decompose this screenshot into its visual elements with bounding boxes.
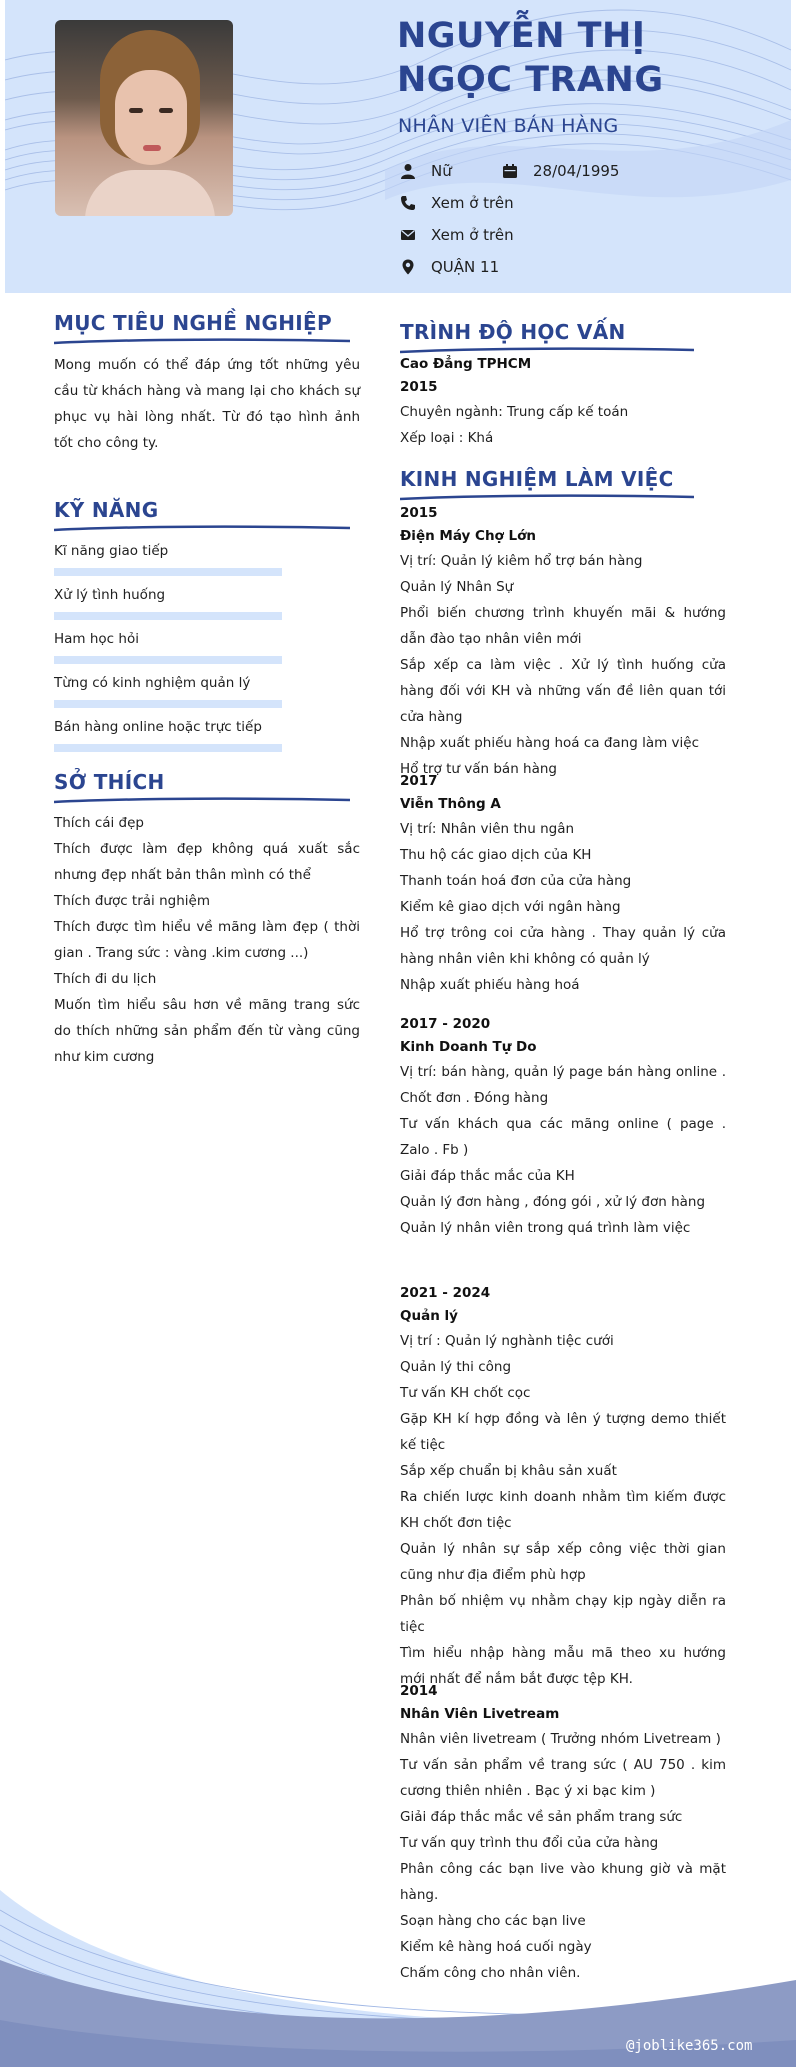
hobby-item: Thích đi du lịch — [54, 971, 157, 987]
experience-heading-block — [400, 467, 674, 491]
skill-item — [54, 673, 284, 708]
skill-bar — [54, 612, 282, 620]
hobby-item: Thích được tìm hiểu về mãng làm đẹp ( thời gian . Trang sức : vàng .kim cương ...) — [54, 919, 360, 961]
job-period: 2014 — [400, 1683, 438, 1699]
skill-label: Ham học hỏi — [54, 631, 139, 647]
heading-underline — [54, 796, 350, 806]
profile-photo — [55, 20, 233, 216]
education-heading: TRÌNH ĐỘ HỌC VẤN — [400, 320, 626, 344]
job-line: Hổ trợ trông coi cửa hàng . Thay quản lý cửa hàng nhân viên khi không có quản lý — [400, 925, 726, 967]
skill-label: Từng có kinh nghiệm quản lý — [54, 675, 251, 691]
skill-item — [54, 541, 284, 576]
school-name: Cao Đẳng TPHCM — [400, 356, 532, 372]
gender-value: Nữ — [431, 162, 452, 180]
candidate-name: NGUYỄN THỊ NGỌC TRANG — [397, 16, 664, 100]
job-line: Phân bố nhiệm vụ nhằm chạy kịp ngày diễn ra tiệc — [400, 1593, 726, 1635]
brand-watermark: @joblike365.com — [626, 2038, 753, 2054]
skills-heading-block — [54, 498, 158, 522]
job-line: Sắp xếp chuẩn bị khâu sản xuất — [400, 1463, 617, 1479]
job-line: Nhân viên livetream ( Trưởng nhóm Livetream ) — [400, 1731, 721, 1747]
experience-heading: KINH NGHIỆM LÀM VIỆC — [400, 467, 674, 491]
job-line: Soạn hàng cho các bạn live — [400, 1913, 586, 1929]
objective-text: Mong muốn có thể đáp ứng tốt những yêu cầu từ khách hàng và mang lại cho khách sự phục vụ hài lòng nhất. Từ đó tạo hình ảnh tốt cho công ty. — [54, 357, 360, 451]
skill-bar — [54, 700, 282, 708]
job-line: Quản lý nhân sự sắp xếp công việc thời gian cũng như địa điểm phù hợp — [400, 1541, 726, 1583]
job-company: Kinh Doanh Tự Do — [400, 1039, 537, 1055]
skill-bar — [54, 568, 282, 576]
job-line: Tư vấn KH chốt cọc — [400, 1385, 531, 1401]
job-period: 2017 — [400, 773, 438, 789]
phone-icon — [400, 195, 416, 211]
location-pin-icon — [400, 259, 416, 275]
job-line: Quản lý nhân viên trong quá trình làm việc — [400, 1220, 691, 1236]
job-period: 2017 - 2020 — [400, 1016, 491, 1032]
job-entry — [400, 1013, 726, 1241]
job-line: Quản lý thi công — [400, 1359, 512, 1375]
job-company: Quản lý — [400, 1308, 458, 1324]
objective-heading: MỤC TIÊU NGHỀ NGHIỆP — [54, 311, 332, 335]
job-line: Phổi biến chương trình khuyến mãi & hướng dẫn đào tạo nhân viên mới — [400, 605, 726, 647]
job-period: 2015 — [400, 505, 438, 521]
hobbies-heading-block — [54, 770, 164, 794]
job-line: Vị trí: Quản lý kiêm hổ trợ bán hàng — [400, 553, 643, 569]
heading-underline — [54, 337, 350, 347]
job-company: Điện Máy Chợ Lớn — [400, 528, 537, 544]
skills-heading: KỸ NĂNG — [54, 498, 159, 522]
job-period: 2021 - 2024 — [400, 1285, 491, 1301]
job-company: Nhân Viên Livetream — [400, 1706, 560, 1722]
job-line: Tìm hiểu nhập hàng mẫu mã theo xu hướng mới nhất để nắm bắt được tệp KH. — [400, 1645, 726, 1687]
hobby-item: Muốn tìm hiểu sâu hơn về mãng trang sức do thích những sản phẩm đến từ vàng cũng như kim cương — [54, 997, 360, 1065]
job-line: Kiểm kê hàng hoá cuối ngày — [400, 1939, 592, 1955]
skill-label: Xử lý tình huống — [54, 587, 166, 603]
email-value: Xem ở trên — [431, 226, 514, 244]
job-line: Hổ trợ tư vấn bán hàng — [400, 761, 557, 777]
job-line: Vị trí: bán hàng, quản lý page bán hàng online . Chốt đơn . Đóng hàng — [400, 1064, 726, 1106]
job-line: Sắp xếp ca làm việc . Xử lý tình huống cửa hàng đối với KH và những vấn đề liên quan tới cửa hàng — [400, 657, 726, 725]
job-line: Tư vấn sản phẩm về trang sức ( AU 750 . kim cương thiên nhiên . Bạc ý xi bạc kim ) — [400, 1757, 726, 1799]
birthday-value: 28/04/1995 — [533, 162, 620, 180]
job-line: Quản lý Nhân Sự — [400, 579, 514, 595]
heading-underline — [54, 524, 350, 534]
education-year: 2015 — [400, 379, 438, 395]
job-line: Thanh toán hoá đơn của cửa hàng — [400, 873, 632, 889]
job-line: Vị trí: Nhân viên thu ngân — [400, 821, 575, 837]
skill-item — [54, 717, 284, 752]
job-line: Tư vấn quy trình thu đổi của cửa hàng — [400, 1835, 659, 1851]
skill-item — [54, 585, 284, 620]
skill-item — [54, 629, 284, 664]
address-value: QUẬN 11 — [431, 258, 500, 276]
job-entry — [400, 1282, 726, 1692]
job-line: Gặp KH kí hợp đồng và lên ý tượng demo thiết kế tiệc — [400, 1411, 726, 1453]
job-entry — [400, 770, 726, 998]
job-line: Nhập xuất phiếu hàng hoá — [400, 977, 580, 993]
job-line: Kiểm kê giao dịch với ngân hàng — [400, 899, 621, 915]
education-rank: Xếp loại : Khá — [400, 430, 494, 446]
hobby-item: Thích được trải nghiệm — [54, 893, 210, 909]
objective-heading-block — [54, 311, 332, 335]
job-line: Nhập xuất phiếu hàng hoá ca đang làm việc — [400, 735, 700, 751]
hobbies-heading: SỞ THÍCH — [54, 770, 165, 794]
envelope-icon — [400, 227, 416, 243]
job-line: Ra chiến lược kinh doanh nhằm tìm kiếm được KH chốt đơn tiệc — [400, 1489, 726, 1531]
job-line: Vị trí : Quản lý nghành tiệc cưới — [400, 1333, 614, 1349]
skill-label: Kĩ năng giao tiếp — [54, 543, 169, 559]
skill-bar — [54, 744, 282, 752]
calendar-icon — [502, 163, 518, 179]
job-company: Viễn Thông A — [400, 796, 501, 812]
job-line: Giải đáp thắc mắc của KH — [400, 1168, 575, 1184]
job-entry — [400, 502, 726, 782]
job-line: Chấm công cho nhân viên. — [400, 1965, 581, 1981]
skill-label: Bán hàng online hoặc trực tiếp — [54, 719, 262, 735]
job-line: Giải đáp thắc mắc về sản phẩm trang sức — [400, 1809, 683, 1825]
job-line: Thu hộ các giao dịch của KH — [400, 847, 592, 863]
education-major: Chuyên ngành: Trung cấp kế toán — [400, 404, 629, 420]
job-line: Tư vấn khách qua các mãng online ( page . Zalo . Fb ) — [400, 1116, 726, 1158]
job-title: NHÂN VIÊN BÁN HÀNG — [398, 115, 619, 137]
education-block — [400, 353, 726, 451]
hobby-item: Thích được làm đẹp không quá xuất sắc nhưng đẹp nhất bản thân mình có thể — [54, 841, 360, 883]
phone-value: Xem ở trên — [431, 194, 514, 212]
job-line: Phân công các bạn live vào khung giờ và mặt hàng. — [400, 1861, 726, 1903]
person-icon — [400, 163, 416, 179]
education-heading-block — [400, 320, 626, 344]
hobby-item: Thích cái đẹp — [54, 815, 145, 831]
hobbies-list — [54, 810, 360, 1070]
job-line: Quản lý đơn hàng , đóng gói , xử lý đơn hàng — [400, 1194, 706, 1210]
skill-bar — [54, 656, 282, 664]
